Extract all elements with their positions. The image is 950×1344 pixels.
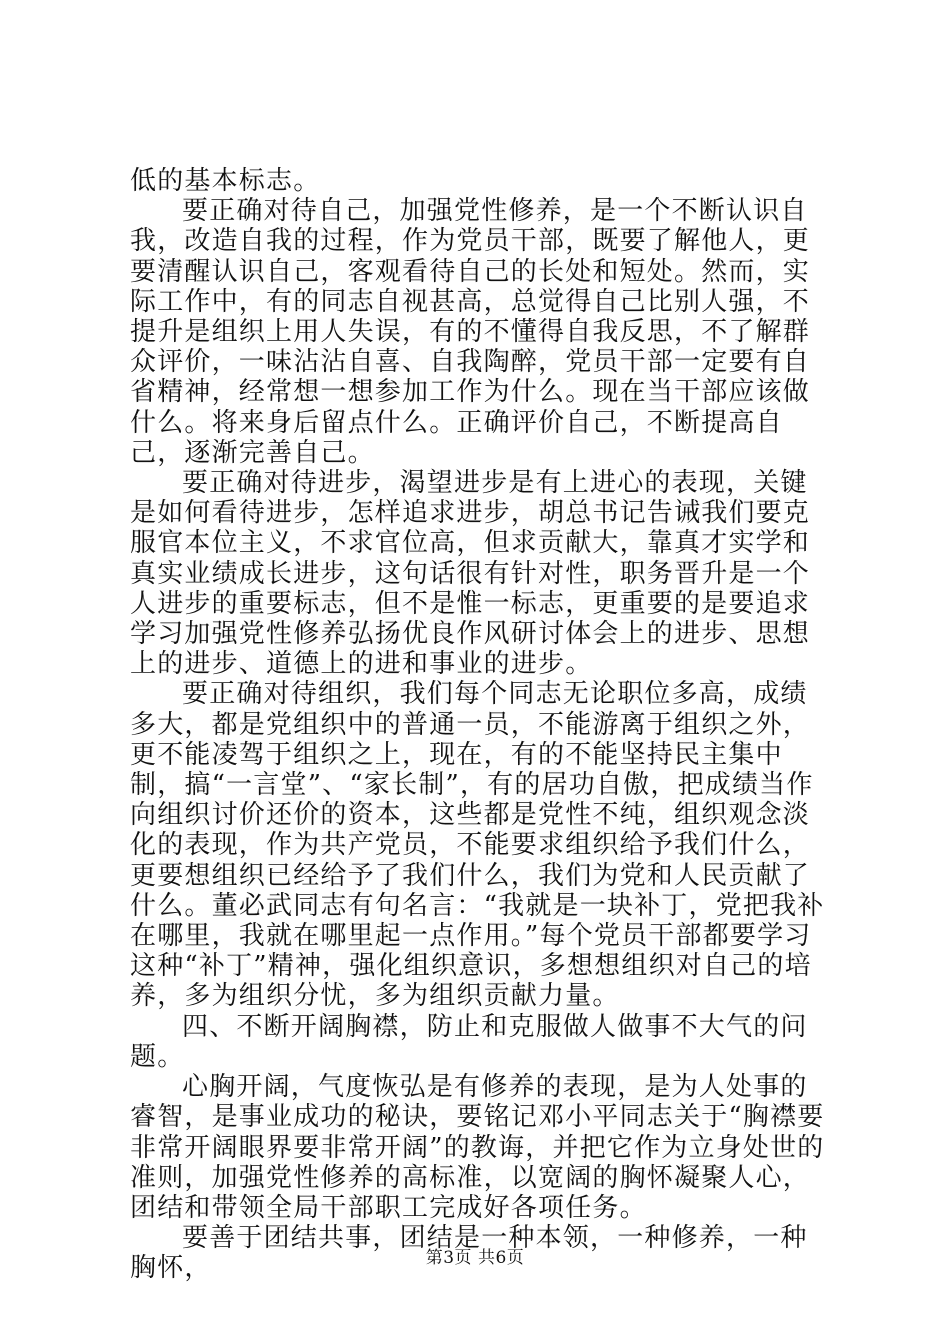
paragraph-1: 低的基本标志。 (130, 166, 321, 196)
paragraph-5: 心胸开阔，气度恢弘是有修养的表现，是为人处事的睿智，是事业成功的秘诀，要铭记邓小平同志关于“胸襟要非常开阔眼界要非常开阔”的教诲，并把它作为立身处世的准则，加强党性修养的高标准，以宽阔的胸怀凝聚人心，团结和带领全局干部职工完成好各项任务。 (130, 1072, 825, 1223)
page-number-footer: 第3页 共6页 (425, 1248, 525, 1268)
paragraph-6: 要善于团结共事，团结是一种本领，一种修养，一种胸怀， (130, 1223, 808, 1284)
paragraph-4: 要正确对待组织，我们每个同志无论职位多高，成绩多大，都是党组织中的普通一员，不能游离于组织之外，更不能凌驾于组织之上，现在，有的不能坚持民主集中制，搞“一言堂”、“家长制”，有的居功自傲，把成绩当作向组织讨价还价的资本，这些都是党性不纯，组织观念淡化的表现，作为共产党员，不能要求组织给予我们什么，更要想组织已经给予了我们什么，我们为党和人民贡献了什么。董必武同志有句名言：“我就是一块补丁，党把我补在哪里，我就在哪里起一点作用。”每个党员干部都要学习这种“补丁”精神，强化组织意识，多想想组织对自己的培养，多为组织分忧，多为组织贡献力量。 (130, 679, 825, 1012)
paragraph-2: 要正确对待自己，加强党性修养，是一个不断认识自我，改造自我的过程，作为党员干部，既要了解他人，更要清醒认识自己，客观看待自己的长处和短处。然而，实际工作中，有的同志自视甚高，总觉得自己比别人强，不提升是组织上用人失误，有的不懂得自我反思，不了解群众评价，一味沾沾自喜、自我陶醉，党员干部一定要有自省精神，经常想一想参加工作为什么。现在当干部应该做什么。将来身后留点什么。正确评价自己，不断提高自己，逐渐完善自己。 (130, 196, 811, 468)
document-body (130, 166, 830, 1284)
section-heading: 四、不断开阔胸襟，防止和克服做人做事不大气的问题。 (130, 1011, 808, 1072)
paragraph-3: 要正确对待进步，渴望进步是有上进心的表现，关键是如何看待进步，怎样追求进步，胡总书记告诫我们要克服官本位主义，不求官位高，但求贡献大，靠真才实学和真实业绩成长进步，这句话很有针对性，职务晋升是一个人进步的重要标志，但不是惟一标志，更重要的是要追求学习加强党性修养弘扬优良作风研讨体会上的进步、思想上的进步、道德上的进和事业的进步。 (130, 468, 811, 680)
